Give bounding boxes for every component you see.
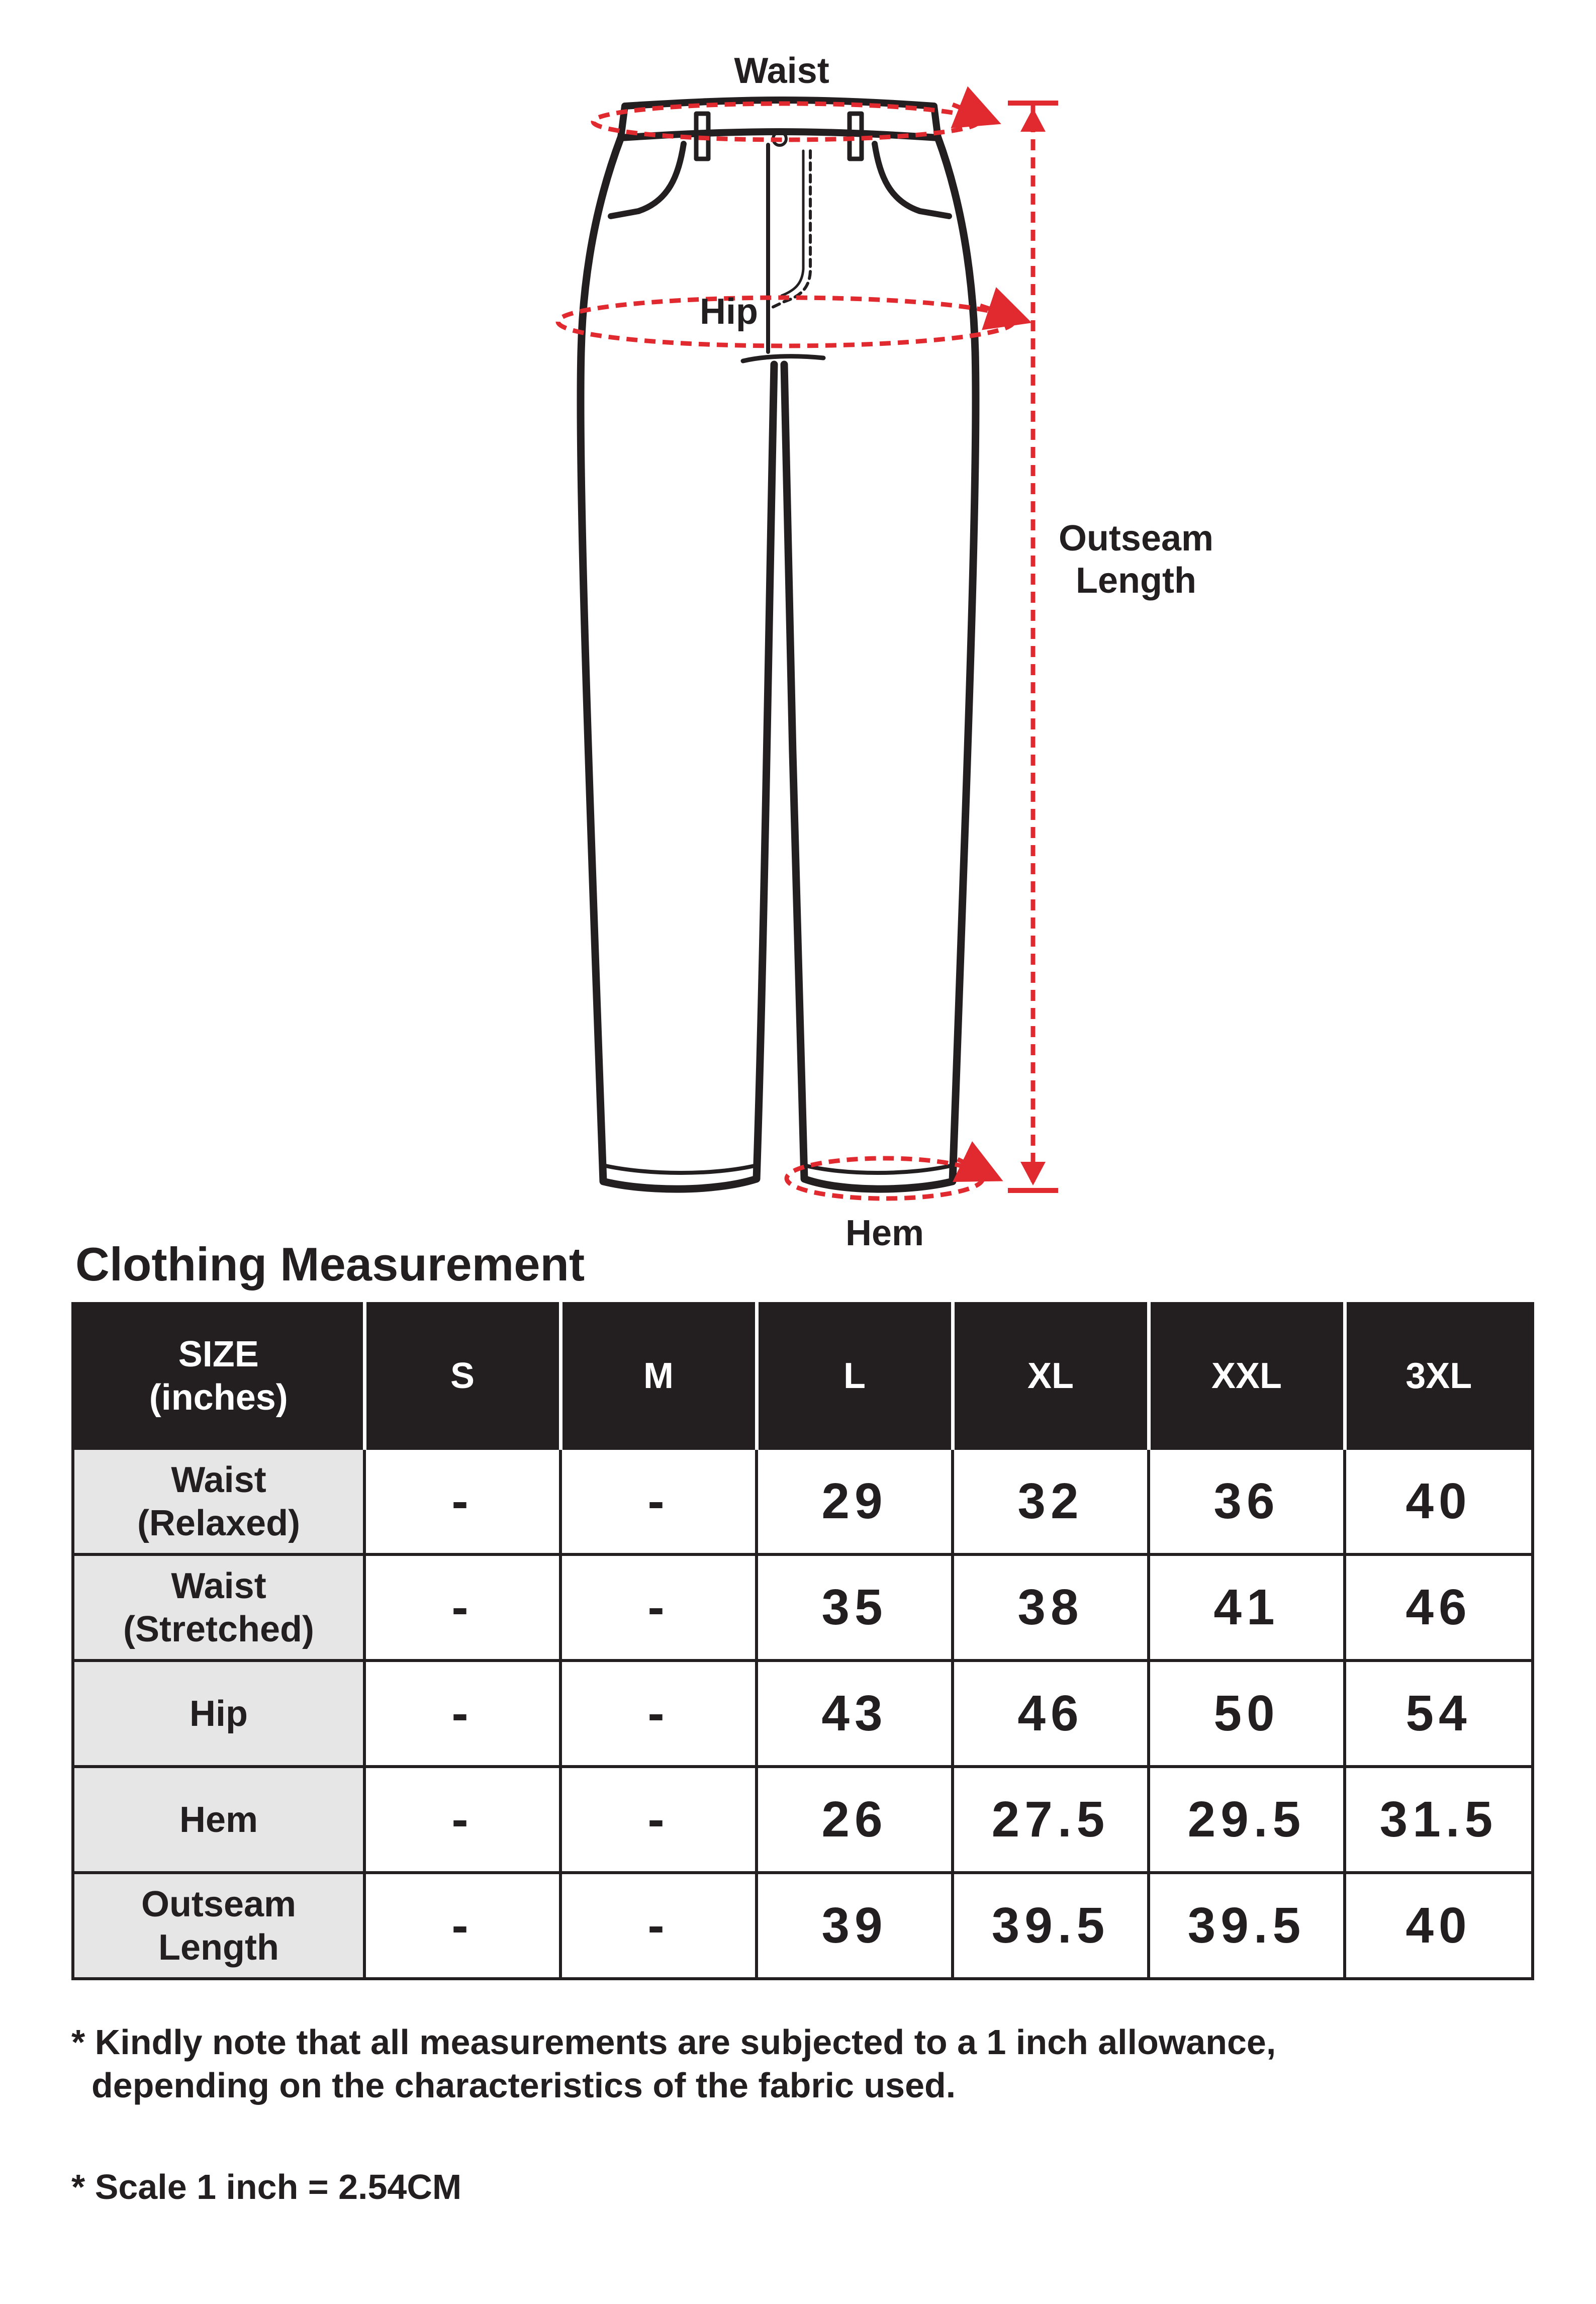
section-title: Clothing Measurement [75,1238,585,1291]
table-cell: 39 [757,1873,953,1979]
size-header-3xl: 3XL [1345,1304,1533,1448]
table-cell: 39.5 [953,1873,1149,1979]
table-cell: 29 [757,1448,953,1554]
hip-measure-icon [558,298,1013,346]
table-cell: 35 [757,1554,953,1661]
table-row [73,1448,1533,1554]
size-table [71,1302,1534,1980]
size-header-cell [73,1304,364,1448]
table-row [73,1661,1533,1767]
row-label-hem [73,1767,364,1873]
table-cell: - [560,1554,757,1661]
table-cell: 27.5 [953,1767,1149,1873]
row-label-line1: Waist [171,1565,266,1606]
outseam-arrow-icon [1008,103,1058,1190]
allowance-note-line2: depending on the characteristics of the fabric used. [91,2066,956,2105]
table-cell: 46 [953,1661,1149,1767]
table-cell: 40 [1345,1448,1533,1554]
table-cell: 36 [1149,1448,1345,1554]
row-label-waist-relaxed [73,1448,364,1554]
table-cell: - [364,1554,560,1661]
row-label-line2: (Relaxed) [137,1503,301,1543]
table-cell: - [364,1661,560,1767]
row-label-line2: (Stretched) [123,1609,315,1649]
table-cell: 50 [1149,1661,1345,1767]
row-label-line1: Outseam [141,1884,297,1924]
table-cell: - [364,1873,560,1979]
row-label-line1: Waist [171,1459,266,1500]
table-cell: 26 [757,1767,953,1873]
table-row [73,1554,1533,1661]
size-header-xxl: XXL [1149,1304,1345,1448]
table-cell: 41 [1149,1554,1345,1661]
table-cell: - [364,1448,560,1554]
row-label-line1: Hip [190,1693,248,1734]
table-cell: 46 [1345,1554,1533,1661]
row-label-line2: Length [158,1927,279,1968]
table-cell: - [560,1661,757,1767]
waist-label: Waist [734,51,829,91]
table-cell: - [364,1767,560,1873]
hip-label: Hip [700,292,758,332]
table-header-row [73,1304,1533,1448]
row-label-hip [73,1661,364,1767]
hem-label: Hem [845,1213,924,1253]
table-cell: 29.5 [1149,1767,1345,1873]
table-cell: 38 [953,1554,1149,1661]
size-header-xl: XL [953,1304,1149,1448]
table-cell: 32 [953,1448,1149,1554]
scale-note: * Scale 1 inch = 2.54CM [71,2167,462,2206]
table-cell: - [560,1767,757,1873]
size-header-l: L [757,1304,953,1448]
table-cell: - [560,1448,757,1554]
size-header-m: M [560,1304,757,1448]
table-cell: 43 [757,1661,953,1767]
row-label-waist-stretched [73,1554,364,1661]
row-label-outseam-length [73,1873,364,1979]
outseam-label-line1: Outseam [1058,518,1214,559]
row-label-line1: Hem [179,1799,258,1840]
allowance-note-line1: * Kindly note that all measurements are subjected to a 1 inch allowance, [71,2022,1276,2062]
size-header-line2: (inches) [149,1377,288,1418]
table-cell: 54 [1345,1661,1533,1767]
table-cell: 40 [1345,1873,1533,1979]
size-header-s: S [364,1304,560,1448]
table-row [73,1873,1533,1979]
size-header-line1: SIZE [178,1334,259,1374]
pants-icon [581,100,976,1189]
table-cell: 39.5 [1149,1873,1345,1979]
table-cell: - [560,1873,757,1979]
table-row [73,1767,1533,1873]
outseam-label-line2: Length [1076,561,1196,601]
table-cell: 31.5 [1345,1767,1533,1873]
